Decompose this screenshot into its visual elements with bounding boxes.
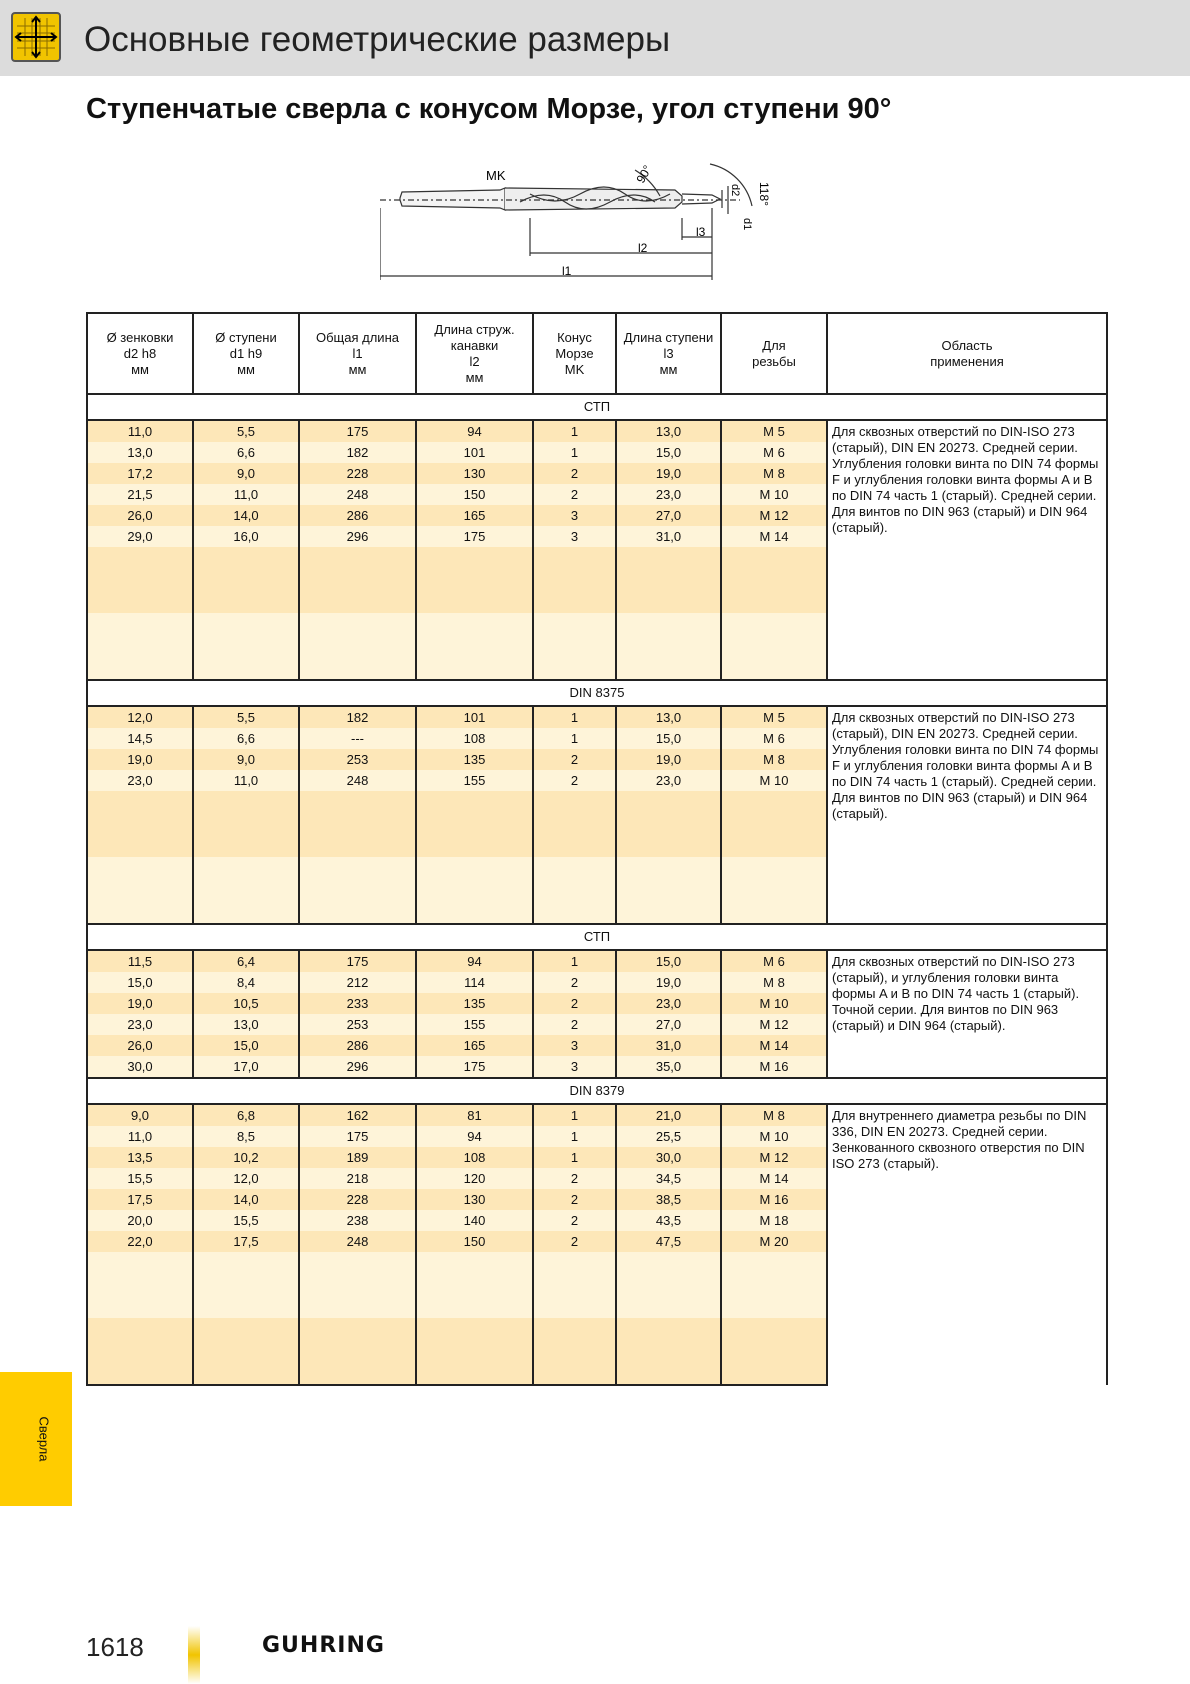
table-cell: 16,0	[193, 526, 299, 547]
angle-step-label: 90°	[633, 162, 655, 186]
table-cell: 228	[299, 1189, 416, 1210]
table-cell: 17,0	[193, 1056, 299, 1078]
table-row	[87, 706, 1107, 728]
table-cell: 175	[299, 420, 416, 442]
table-cell: 150	[416, 1231, 533, 1252]
footer-accent-bar	[188, 1626, 200, 1684]
table-cell: 11,0	[193, 484, 299, 505]
table-cell: 11,0	[87, 1126, 193, 1147]
column-header-line: резьбы	[752, 353, 796, 369]
table-cell: 114	[416, 972, 533, 993]
table-cell: 8,4	[193, 972, 299, 993]
table-cell: 10,2	[193, 1147, 299, 1168]
d2-label: d2	[729, 184, 741, 197]
table-cell: M 12	[721, 505, 827, 526]
table-cell: 6,6	[193, 442, 299, 463]
column-header-line: Ø зенковки	[106, 329, 174, 345]
application-note: Для сквозных отверстий по DIN-ISO 273 (старый), DIN EN 20273. Средней серии. Углубления головки винта по DIN 74 формы F и углубления головки винта формы A и B по DIN 74 часть 1 (старый). Средней серии. Для винтов по DIN 963 (старый) и DIN 964 (старый).	[827, 706, 1107, 924]
table-cell: 30,0	[616, 1147, 721, 1168]
table-cell: M 12	[721, 1014, 827, 1035]
empty-cell	[193, 547, 299, 613]
table-cell: 165	[416, 1035, 533, 1056]
table-cell: 108	[416, 1147, 533, 1168]
table-cell: 12,0	[193, 1168, 299, 1189]
table-cell: 175	[416, 1056, 533, 1078]
column-header-line: Длина ступени	[623, 329, 714, 345]
empty-cell	[416, 791, 533, 857]
table-cell: 12,0	[87, 706, 193, 728]
empty-cell	[616, 857, 721, 924]
table-cell: M 18	[721, 1210, 827, 1231]
empty-cell	[87, 857, 193, 924]
empty-cell	[299, 547, 416, 613]
empty-cell	[87, 547, 193, 613]
table-cell: 108	[416, 728, 533, 749]
table-cell: 175	[416, 526, 533, 547]
table-cell: 94	[416, 420, 533, 442]
application-note: Для сквозных отверстий по DIN-ISO 273 (старый), DIN EN 20273. Средней серии. Углубления головки винта по DIN 74 формы F и углубления головки винта формы A и B по DIN 74 часть 1 (старый). Средней серии. Для винтов по DIN 963 (старый) и DIN 964 (старый).	[827, 420, 1107, 680]
table-cell: 130	[416, 1189, 533, 1210]
table-cell: 23,0	[87, 1014, 193, 1035]
table-cell: 19,0	[87, 749, 193, 770]
table-cell: 21,5	[87, 484, 193, 505]
table-cell: 6,4	[193, 950, 299, 972]
empty-cell	[616, 1252, 721, 1318]
empty-cell	[87, 1318, 193, 1385]
empty-cell	[533, 613, 616, 680]
table-cell: 135	[416, 749, 533, 770]
table-cell: 3	[533, 505, 616, 526]
column-header-line: Общая длина	[316, 329, 399, 345]
group-header-row	[87, 394, 1107, 420]
table-cell: 23,0	[87, 770, 193, 791]
table-cell: M 6	[721, 442, 827, 463]
table-cell: 26,0	[87, 1035, 193, 1056]
table-cell: M 14	[721, 526, 827, 547]
table-cell: 165	[416, 505, 533, 526]
table-cell: M 10	[721, 1126, 827, 1147]
empty-cell	[299, 1252, 416, 1318]
table-cell: 2	[533, 993, 616, 1014]
table-cell: 212	[299, 972, 416, 993]
table-cell: 13,5	[87, 1147, 193, 1168]
column-header-line: мм	[659, 361, 678, 377]
empty-cell	[616, 613, 721, 680]
column-header-line: l1	[352, 345, 363, 361]
table-cell: 233	[299, 993, 416, 1014]
column-header-0	[87, 313, 193, 394]
empty-cell	[193, 791, 299, 857]
table-cell: 17,5	[193, 1231, 299, 1252]
table-cell: 2	[533, 1231, 616, 1252]
table-cell: 8,5	[193, 1126, 299, 1147]
table-cell: 15,0	[616, 950, 721, 972]
table-cell: 35,0	[616, 1056, 721, 1078]
table-cell: 9,0	[193, 463, 299, 484]
table-cell: M 16	[721, 1056, 827, 1078]
empty-cell	[87, 791, 193, 857]
table-body	[87, 394, 1107, 1385]
table-cell: 19,0	[616, 972, 721, 993]
table-cell: 6,6	[193, 728, 299, 749]
l1-label: l1	[562, 264, 572, 278]
table-cell: 20,0	[87, 1210, 193, 1231]
table-cell: 31,0	[616, 526, 721, 547]
empty-cell	[193, 1252, 299, 1318]
column-header-line: d1 h9	[229, 345, 263, 361]
mk-label: MK	[486, 168, 506, 183]
table-cell: 9,0	[193, 749, 299, 770]
table-cell: 2	[533, 1014, 616, 1035]
table-cell: 6,8	[193, 1104, 299, 1126]
empty-cell	[721, 1318, 827, 1385]
table-cell: 286	[299, 1035, 416, 1056]
empty-cell	[87, 613, 193, 680]
table-cell: 5,5	[193, 706, 299, 728]
table-cell: 182	[299, 442, 416, 463]
table-cell: 47,5	[616, 1231, 721, 1252]
table-cell: 3	[533, 526, 616, 547]
table-cell: 15,0	[616, 442, 721, 463]
table-cell: 23,0	[616, 770, 721, 791]
table-cell: 296	[299, 1056, 416, 1078]
table-cell: 2	[533, 1168, 616, 1189]
guhring-logo: GUHRING	[262, 1633, 385, 1658]
column-header-line: Длина струж.	[434, 321, 515, 337]
table-cell: 2	[533, 749, 616, 770]
empty-cell	[193, 1318, 299, 1385]
table-cell: 15,0	[87, 972, 193, 993]
empty-cell	[616, 1318, 721, 1385]
column-header-line: d2 h8	[123, 345, 157, 361]
table-cell: M 5	[721, 706, 827, 728]
table-cell: 13,0	[87, 442, 193, 463]
table-cell: 25,5	[616, 1126, 721, 1147]
table-cell: M 5	[721, 420, 827, 442]
table-cell: 22,0	[87, 1231, 193, 1252]
table-row	[87, 950, 1107, 972]
table-cell: 11,5	[87, 950, 193, 972]
table-cell: 14,0	[193, 505, 299, 526]
table-cell: 162	[299, 1104, 416, 1126]
table-cell: M 6	[721, 950, 827, 972]
table-cell: 3	[533, 1056, 616, 1078]
empty-cell	[616, 547, 721, 613]
table-cell: 155	[416, 1014, 533, 1035]
column-header-6	[721, 313, 827, 394]
table-cell: 10,5	[193, 993, 299, 1014]
table-cell: 101	[416, 442, 533, 463]
table-cell: 175	[299, 1126, 416, 1147]
table-cell: 23,0	[616, 484, 721, 505]
column-header-line: Морзе	[555, 345, 594, 361]
column-header-line: Конус	[557, 329, 592, 345]
table-cell: 94	[416, 950, 533, 972]
side-tab[interactable]	[0, 1372, 72, 1506]
group-label: DIN 8379	[87, 1078, 1107, 1104]
table-cell: M 10	[721, 993, 827, 1014]
table-cell: 19,0	[616, 463, 721, 484]
table-cell: 15,5	[87, 1168, 193, 1189]
table-cell: 2	[533, 770, 616, 791]
table-cell: 2	[533, 484, 616, 505]
empty-cell	[299, 1318, 416, 1385]
group-header-row	[87, 1078, 1107, 1104]
table-cell: 43,5	[616, 1210, 721, 1231]
table-cell: M 8	[721, 463, 827, 484]
table-cell: 1	[533, 950, 616, 972]
table-cell: 17,5	[87, 1189, 193, 1210]
table-cell: 38,5	[616, 1189, 721, 1210]
table-cell: 31,0	[616, 1035, 721, 1056]
column-header-5	[616, 313, 721, 394]
table-cell: 26,0	[87, 505, 193, 526]
table-cell: 2	[533, 1210, 616, 1231]
column-header-line: l3	[663, 345, 674, 361]
spec-table	[86, 312, 1108, 1386]
empty-cell	[193, 613, 299, 680]
group-header-row	[87, 680, 1107, 706]
table-cell: 15,0	[193, 1035, 299, 1056]
table-cell: 1	[533, 728, 616, 749]
column-header-7	[827, 313, 1107, 394]
table-cell: 27,0	[616, 505, 721, 526]
group-label: СТП	[87, 394, 1107, 420]
empty-cell	[416, 613, 533, 680]
table-cell: 1	[533, 1147, 616, 1168]
table-cell: M 6	[721, 728, 827, 749]
empty-cell	[416, 1252, 533, 1318]
empty-cell	[533, 1252, 616, 1318]
column-header-line: MK	[564, 361, 585, 377]
section-title: Основные геометрические размеры	[84, 20, 671, 59]
table-cell: 189	[299, 1147, 416, 1168]
table-cell: 34,5	[616, 1168, 721, 1189]
table-cell: 175	[299, 950, 416, 972]
table-cell: 9,0	[87, 1104, 193, 1126]
column-header-line: мм	[237, 361, 255, 377]
empty-cell	[721, 547, 827, 613]
empty-cell	[299, 857, 416, 924]
side-tab-label: Сверла	[36, 1416, 52, 1462]
table-cell: 218	[299, 1168, 416, 1189]
empty-cell	[721, 613, 827, 680]
table-cell: M 10	[721, 484, 827, 505]
table-cell: 1	[533, 442, 616, 463]
empty-cell	[416, 857, 533, 924]
drill-drawing	[380, 158, 810, 288]
table-cell: 13,0	[193, 1014, 299, 1035]
table-cell: M 14	[721, 1035, 827, 1056]
table-cell: 2	[533, 1189, 616, 1210]
table-cell: 21,0	[616, 1104, 721, 1126]
table-cell: 1	[533, 706, 616, 728]
table-cell: 286	[299, 505, 416, 526]
column-header-line: мм	[131, 361, 149, 377]
table-cell: M 20	[721, 1231, 827, 1252]
l2-label: l2	[638, 241, 648, 255]
table-cell: 14,0	[193, 1189, 299, 1210]
empty-cell	[721, 791, 827, 857]
table-cell: 11,0	[87, 420, 193, 442]
table-cell: 29,0	[87, 526, 193, 547]
table-cell: 120	[416, 1168, 533, 1189]
table-cell: 3	[533, 1035, 616, 1056]
column-header-line: Ø ступени	[215, 329, 277, 345]
column-header-3	[416, 313, 533, 394]
table-cell: 248	[299, 770, 416, 791]
empty-cell	[533, 1318, 616, 1385]
table-cell: 30,0	[87, 1056, 193, 1078]
table-cell: 248	[299, 484, 416, 505]
column-header-line: применения	[930, 353, 1004, 369]
application-note: Для сквозных отверстий по DIN-ISO 273 (старый), и углубления головки винта формы A и B по DIN 74 часть 1 (старый). Точной серии. Для винтов по DIN 963 (старый) и DIN 964 (старый).	[827, 950, 1107, 1078]
column-header-line: канавки	[450, 337, 499, 353]
table-cell: 228	[299, 463, 416, 484]
table-cell: 2	[533, 463, 616, 484]
table-cell: 248	[299, 1231, 416, 1252]
table-cell: 19,0	[616, 749, 721, 770]
l3-label: l3	[696, 225, 706, 239]
table-row	[87, 420, 1107, 442]
empty-cell	[721, 857, 827, 924]
column-header-4	[533, 313, 616, 394]
table-cell: 253	[299, 1014, 416, 1035]
table-cell: 238	[299, 1210, 416, 1231]
table-cell: 94	[416, 1126, 533, 1147]
empty-cell	[299, 791, 416, 857]
group-label: СТП	[87, 924, 1107, 950]
empty-cell	[721, 1252, 827, 1318]
table-cell: 13,0	[616, 420, 721, 442]
table-cell: M 8	[721, 972, 827, 993]
column-header-2	[299, 313, 416, 394]
table-cell: ---	[299, 728, 416, 749]
table-cell: 14,5	[87, 728, 193, 749]
empty-cell	[416, 547, 533, 613]
column-header-line: Для	[762, 337, 786, 353]
empty-cell	[533, 857, 616, 924]
section-icon	[11, 12, 61, 62]
table-cell: 155	[416, 770, 533, 791]
table-cell: M 8	[721, 1104, 827, 1126]
group-header-row	[87, 924, 1107, 950]
table-cell: 253	[299, 749, 416, 770]
table-cell: M 12	[721, 1147, 827, 1168]
table-header-row	[87, 313, 1107, 394]
empty-cell	[416, 1318, 533, 1385]
table-cell: M 8	[721, 749, 827, 770]
application-note: Для внутреннего диаметра резьбы по DIN 336, DIN EN 20273. Средней серии. Зенкованного сквозного отверстия по DIN ISO 273 (старый).	[827, 1104, 1107, 1385]
table-cell: 1	[533, 420, 616, 442]
table-cell: 15,0	[616, 728, 721, 749]
table-cell: 23,0	[616, 993, 721, 1014]
table-cell: 182	[299, 706, 416, 728]
table-cell: 130	[416, 463, 533, 484]
table-cell: 135	[416, 993, 533, 1014]
table-cell: 17,2	[87, 463, 193, 484]
table-cell: M 10	[721, 770, 827, 791]
table-cell: 2	[533, 972, 616, 993]
empty-cell	[87, 1252, 193, 1318]
column-header-1	[193, 313, 299, 394]
table-cell: 296	[299, 526, 416, 547]
table-cell: 13,0	[616, 706, 721, 728]
table-cell: 1	[533, 1104, 616, 1126]
column-header-line: l2	[469, 353, 480, 369]
table-cell: 140	[416, 1210, 533, 1231]
table-cell: 101	[416, 706, 533, 728]
table-cell: 5,5	[193, 420, 299, 442]
group-label: DIN 8375	[87, 680, 1107, 706]
page-number: 1618	[86, 1632, 144, 1662]
table-cell: 15,5	[193, 1210, 299, 1231]
table-cell: M 14	[721, 1168, 827, 1189]
column-header-line: мм	[348, 361, 367, 377]
table-cell: 27,0	[616, 1014, 721, 1035]
page-title: Ступенчатые сверла с конусом Морзе, угол ступени 90°	[86, 93, 892, 125]
table-cell: 11,0	[193, 770, 299, 791]
empty-cell	[616, 791, 721, 857]
empty-cell	[299, 613, 416, 680]
angle-tip-label: 118°	[757, 182, 771, 206]
table-cell: 1	[533, 1126, 616, 1147]
empty-cell	[533, 547, 616, 613]
column-header-line: мм	[465, 369, 484, 385]
table-cell: M 16	[721, 1189, 827, 1210]
table-row	[87, 1104, 1107, 1126]
empty-cell	[193, 857, 299, 924]
column-header-line: Область	[941, 337, 993, 353]
table-cell: 81	[416, 1104, 533, 1126]
d1-label: d1	[741, 218, 753, 231]
table-cell: 150	[416, 484, 533, 505]
empty-cell	[533, 791, 616, 857]
table-cell: 19,0	[87, 993, 193, 1014]
